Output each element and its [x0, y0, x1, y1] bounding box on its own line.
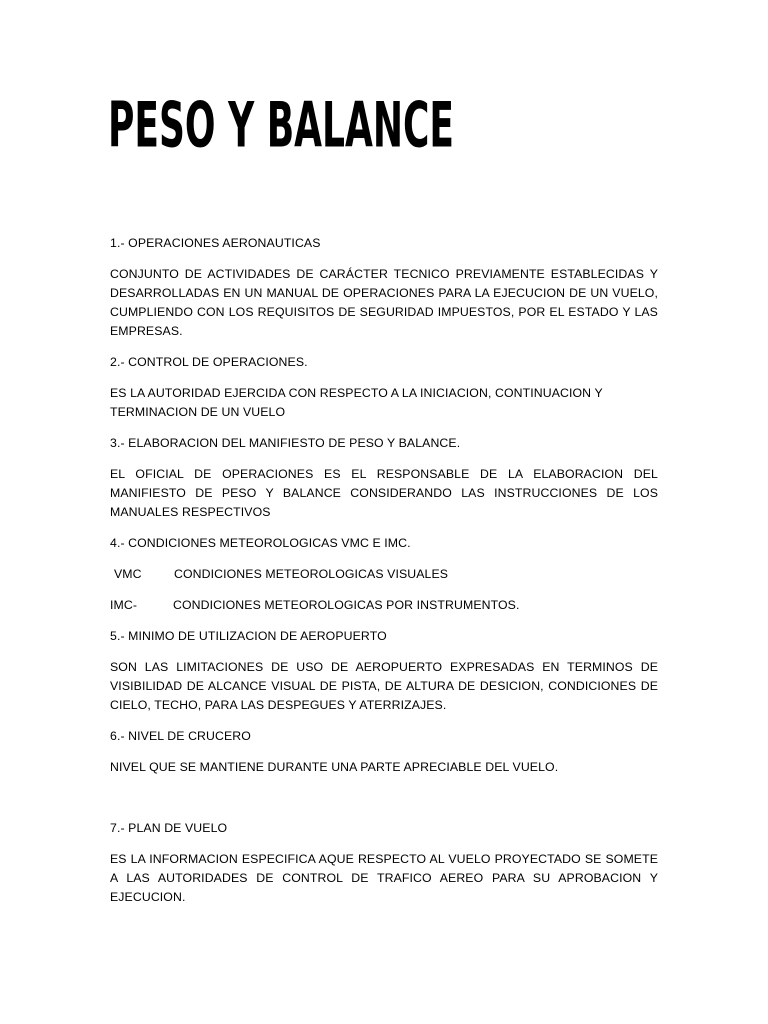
section-3-heading: 3.- ELABORACION DEL MANIFIESTO DE PESO Y BALANCE.: [110, 436, 461, 450]
section-6-body: NIVEL QUE SE MANTIENE DURANTE UNA PARTE APRECIABLE DEL VUELO.: [110, 760, 559, 774]
section-7-heading: 7.- PLAN DE VUELO: [110, 821, 228, 835]
wordart-title-graphic: [108, 84, 456, 162]
document-body: [110, 234, 658, 919]
vmc-text: CONDICIONES METEOROLOGICAS VISUALES: [174, 567, 449, 581]
page-title: PESO Y BALANCE: [108, 89, 454, 162]
imc-definition: [110, 596, 658, 615]
section-4-heading: 4.- CONDICIONES METEOROLOGICAS VMC E IMC.: [110, 536, 411, 550]
section-7-body: ES LA INFORMACION ESPECIFICA AQUE RESPECTO AL VUELO PROYECTADO SE SOMETE A LAS AUTORIDADES DE CONTROL DE TRAFICO AEREO PARA SU APROBACION Y EJECUCION.: [110, 852, 658, 904]
section-1-body: CONJUNTO DE ACTIVIDADES DE CARÁCTER TECNICO PREVIAMENTE ESTABLECIDAS Y DESARROLLADAS EN UN MANUAL DE OPERACIONES PARA LA EJECUCION DE UN VUELO, CUMPLIENDO CON LOS REQUISITOS DE SEGURIDAD IMPUESTOS, POR EL ESTADO Y LAS EMPRESAS.: [110, 267, 658, 338]
imc-abbr: IMC-: [110, 598, 138, 612]
imc-text: CONDICIONES METEOROLOGICAS POR INSTRUMENTOS.: [173, 598, 520, 612]
section-1-heading: 1.- OPERACIONES AERONAUTICAS: [110, 236, 321, 250]
vmc-definition: [110, 565, 658, 584]
section-6-heading: 6.- NIVEL DE CRUCERO: [110, 729, 251, 743]
section-2-heading: 2.- CONTROL DE OPERACIONES.: [110, 355, 308, 369]
wordart-title: [108, 84, 456, 162]
section-3-body: EL OFICIAL DE OPERACIONES ES EL RESPONSABLE DE LA ELABORACION DEL MANIFIESTO DE PESO Y BALANCE CONSIDERANDO LAS INSTRUCCIONES DE LOS MANUALES RESPECTIVOS: [110, 467, 658, 519]
section-2-body: ES LA AUTORIDAD EJERCIDA CON RESPECTO A LA INICIACION, CONTINUACION Y TERMINACION DE UN VUELO: [110, 386, 603, 419]
vmc-abbr: VMC: [114, 567, 142, 581]
section-5-heading: 5.- MINIMO DE UTILIZACION DE AEROPUERTO: [110, 629, 387, 643]
section-5-body: SON LAS LIMITACIONES DE USO DE AEROPUERTO EXPRESADAS EN TERMINOS DE VISIBILIDAD DE ALCANCE VISUAL DE PISTA, DE ALTURA DE DESICION, CONDICIONES DE CIELO, TECHO, PARA LAS DESPEGUES Y ATERRIZAJES.: [110, 660, 658, 712]
